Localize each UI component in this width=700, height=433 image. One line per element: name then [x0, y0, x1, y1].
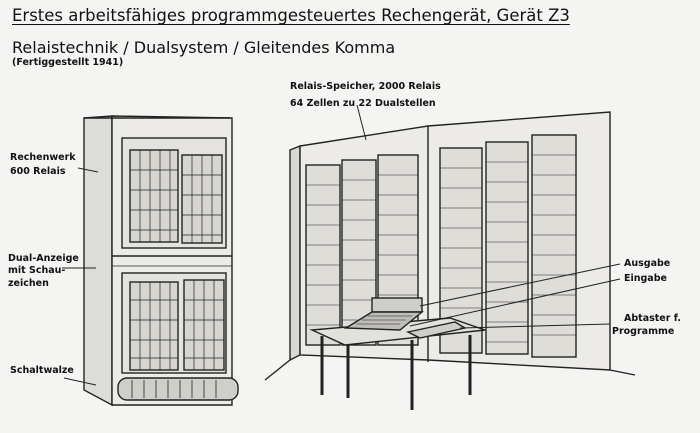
- label-dual-line3: zeichen: [8, 278, 49, 289]
- label-memory-line2: 64 Zellen zu 22 Dualstellen: [290, 98, 436, 109]
- label-dual-line1: Dual-Anzeige: [8, 253, 79, 264]
- label-abtaster-line1: Abtaster f.: [624, 313, 681, 324]
- label-schaltwalze: Schaltwalze: [10, 365, 74, 376]
- diagram-title: Erstes arbeitsfähiges programmgesteuertes Rechengerät, Gerät Z3: [12, 6, 570, 25]
- label-abtaster-line2: Programme: [612, 326, 675, 337]
- label-rechenwerk-line2: 600 Relais: [10, 166, 66, 177]
- label-memory-line1: Relais-Speicher, 2000 Relais: [290, 81, 441, 92]
- rechenwerk-cabinet: [84, 116, 238, 405]
- label-ausgabe: Ausgabe: [624, 258, 671, 269]
- label-dual-line2: mit Schau-: [8, 265, 66, 276]
- diagram-subtitle: Relaistechnik / Dualsystem / Gleitendes Komma: [12, 38, 396, 57]
- label-eingabe: Eingabe: [624, 273, 667, 284]
- completion-note: (Fertiggestellt 1941): [12, 57, 124, 68]
- label-rechenwerk-line1: Rechenwerk: [10, 152, 76, 163]
